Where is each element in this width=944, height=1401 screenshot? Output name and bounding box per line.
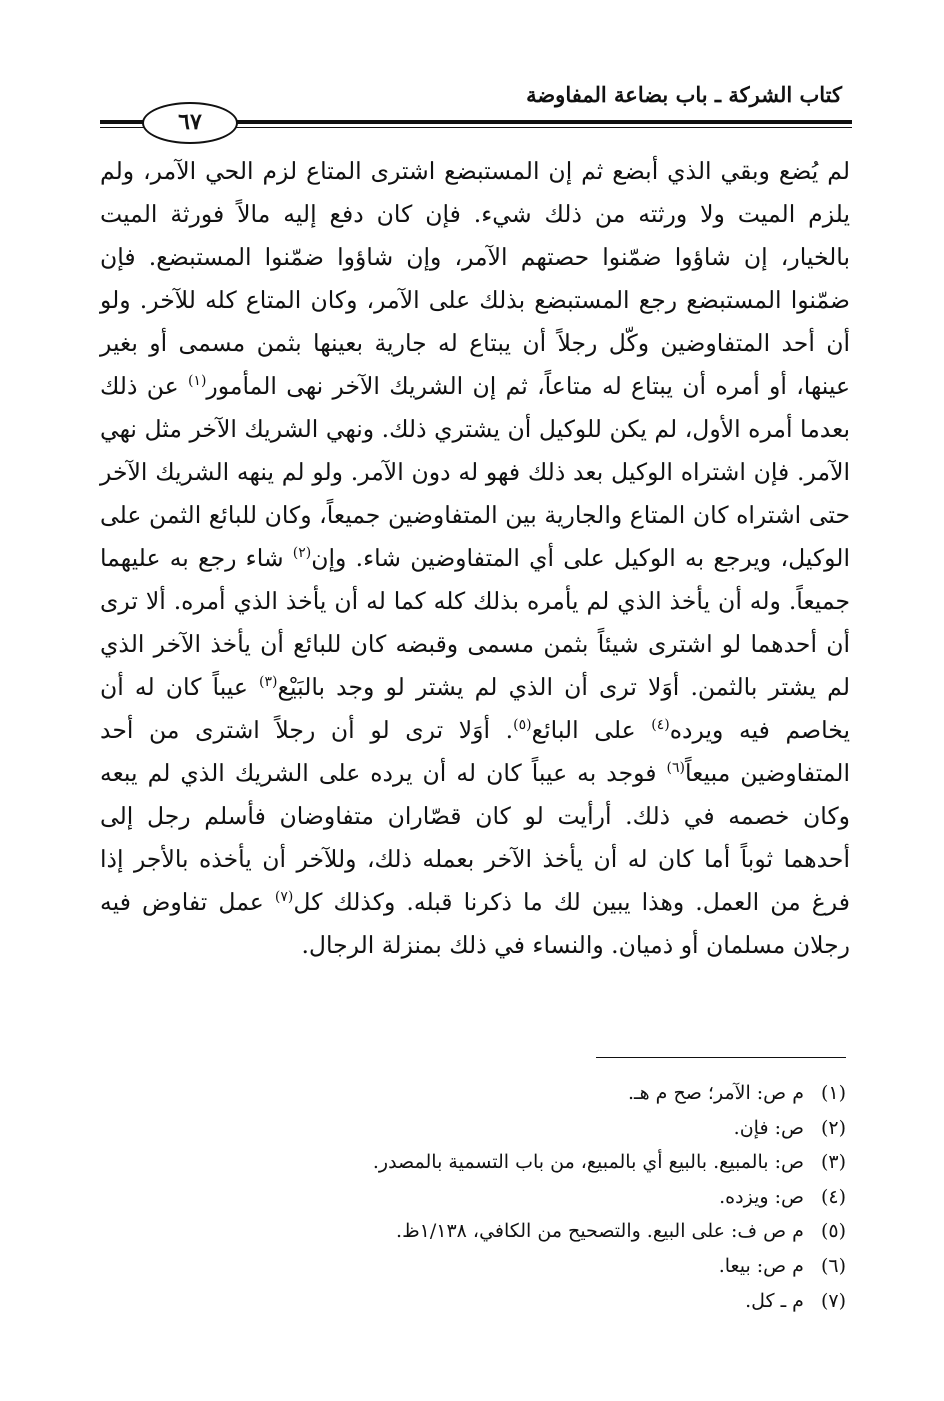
footnote-number: (٦) — [820, 1254, 846, 1277]
footnote — [126, 1284, 846, 1319]
text-segment: . أوَلا ترى لو أن رجلاً اشترى من أحد المتفاوضين مبيعاً — [100, 716, 850, 787]
footnote-ref: (٥) — [513, 717, 532, 734]
footnote-separator — [596, 1057, 846, 1058]
footnote-ref: (٢) — [292, 545, 312, 562]
footnote — [126, 1214, 846, 1249]
text-segment: عمل تفاوض فيه رجلان مسلمان أو ذميان. والنساء في ذلك بمنزلة الرجال. — [100, 888, 850, 959]
footnote-ref: (٧) — [274, 889, 294, 906]
page-header — [100, 60, 852, 140]
footnote — [126, 1111, 846, 1146]
footnote-text: م ص: بيعا. — [718, 1254, 804, 1277]
text-segment: عيباً كان له أن يخاصم فيه ويرده — [100, 673, 850, 744]
footnote-number: (٢) — [820, 1116, 846, 1139]
footnote-text: م ـ كل. — [745, 1289, 804, 1312]
footnote-number: (٣) — [820, 1151, 846, 1174]
text-segment: فوجد به عيباً كان له أن يرده على الشريك الذي لم يبعه وكان خصمه في ذلك. أرأيت لو كان قصّاران متفاوضان فأسلم رجل إلى أحدهما ثوباً أما كان له أن يأخذ الآخر بعمله ذلك، وللآخر أن يأخذه بالأجر إذا فرغ من العمل. وهذا يبين لك ما ذكرنا قبله. وكذلك كل — [100, 759, 850, 916]
text-segment: على البائع — [531, 716, 652, 744]
text-segment: شاء رجع به عليهما جميعاً. وله أن يأخذ الذي لم يأمره بذلك كله كما له أن يأخذ الذي أمره. ألا ترى أن أحدهما لو اشترى شيئاً بثمن مسمى وقبضه كان للبائع أن يأخذ الآخر الذي لم يشتر بالثمن. أوَلا ترى أن الذي لم يشتر لو وجد بالبَيْع — [100, 544, 850, 701]
running-title: كتاب الشركة ـ باب بضاعة المفاوضة — [526, 82, 842, 107]
footnote-number: (١) — [820, 1082, 846, 1104]
footnote-text: ص: بالمبيع. بالبيع أي بالمبيع، من باب التسمية بالمصدر. — [372, 1151, 804, 1174]
footnotes-list — [126, 1076, 846, 1318]
footnote — [126, 1249, 846, 1284]
text-segment: عن ذلك بعدما أمره الأول، لم يكن للوكيل أن يشتري ذلك. ونهي الشريك الآخر مثل نهي الآمر. فإن اشتراه الوكيل بعد ذلك فهو له دون الآمر. ولو لم ينهه الشريك الآخر حتى اشتراه كان المتاع والجارية بين المتفاوضين جميعاً، وكان للبائع الثمن على الوكيل، ويرجع به الوكيل على أي المتفاوضين شاء. وإن — [100, 372, 850, 572]
footnote-ref: (٣) — [259, 674, 278, 691]
footnote-ref: (١) — [187, 373, 207, 390]
footnote-text: ص: ويزده. — [719, 1185, 804, 1208]
footnote-number: (٥) — [820, 1220, 846, 1243]
footnote-ref: (٦) — [666, 760, 686, 777]
footnote-text: م ص ف: على البيع. والتصحيح من الكافي، ١/١٣٨ظ. — [396, 1220, 804, 1243]
footnote-text: ص: فإن. — [733, 1116, 804, 1139]
main-text — [100, 150, 850, 967]
footnote-number: (٤) — [820, 1185, 846, 1208]
footnote — [126, 1076, 846, 1111]
text-segment: لم يُضع وبقي الذي أبضع ثم إن المستبضع اشترى المتاع لزم الحي الآمر، ولم يلزم الميت ولا ورثته من ذلك شيء. فإن كان دفع إليه مالاً فورثة الميت بالخيار، إن شاؤوا ضمّنوا حصتهم الآمر، وإن شاؤوا ضمّنوا المستبضع. فإن ضمّنوا المستبضع رجع المستبضع بذلك على الآمر، وكان المتاع كله للآخر. ولو أن أحد المتفاوضين وكّل رجلاً أن يبتاع له جارية بعينها بثمن مسمى أو بغير عينها، أو أمره أن يبتاع له متاعاً، ثم إن الشريك الآخر نهى المأمور — [100, 157, 850, 400]
footnote-number: (٧) — [820, 1289, 846, 1312]
footnote — [126, 1180, 846, 1215]
footnote-ref: (٤) — [651, 717, 670, 734]
footnote — [126, 1145, 846, 1180]
footnote-text: م ص: الآمر؛ صح م هـ. — [628, 1082, 804, 1104]
page-number: ٦٧ — [142, 102, 238, 144]
